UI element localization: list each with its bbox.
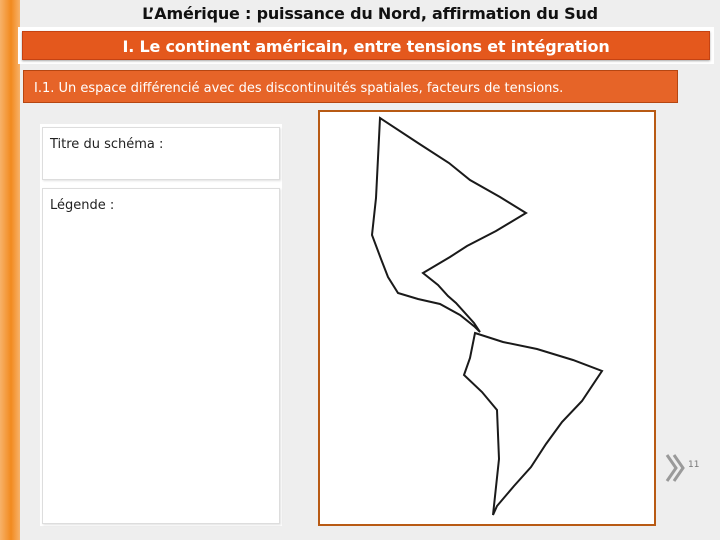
legend-label: Légende : xyxy=(50,198,115,213)
schema-title-label: Titre du schéma : xyxy=(50,137,164,152)
section-heading: I. Le continent américain, entre tensions et intégration xyxy=(122,37,610,56)
chevron-right-icon[interactable] xyxy=(664,452,686,484)
south-america-outline xyxy=(464,333,602,515)
north-america-outline xyxy=(372,118,526,332)
slide-title: L’Amérique : puissance du Nord, affirmation du Sud xyxy=(142,4,598,23)
subsection-heading: I.1. Un espace différencié avec des discontinuités spatiales, facteurs de tensions. xyxy=(34,81,564,96)
page-number: 11 xyxy=(688,460,700,470)
